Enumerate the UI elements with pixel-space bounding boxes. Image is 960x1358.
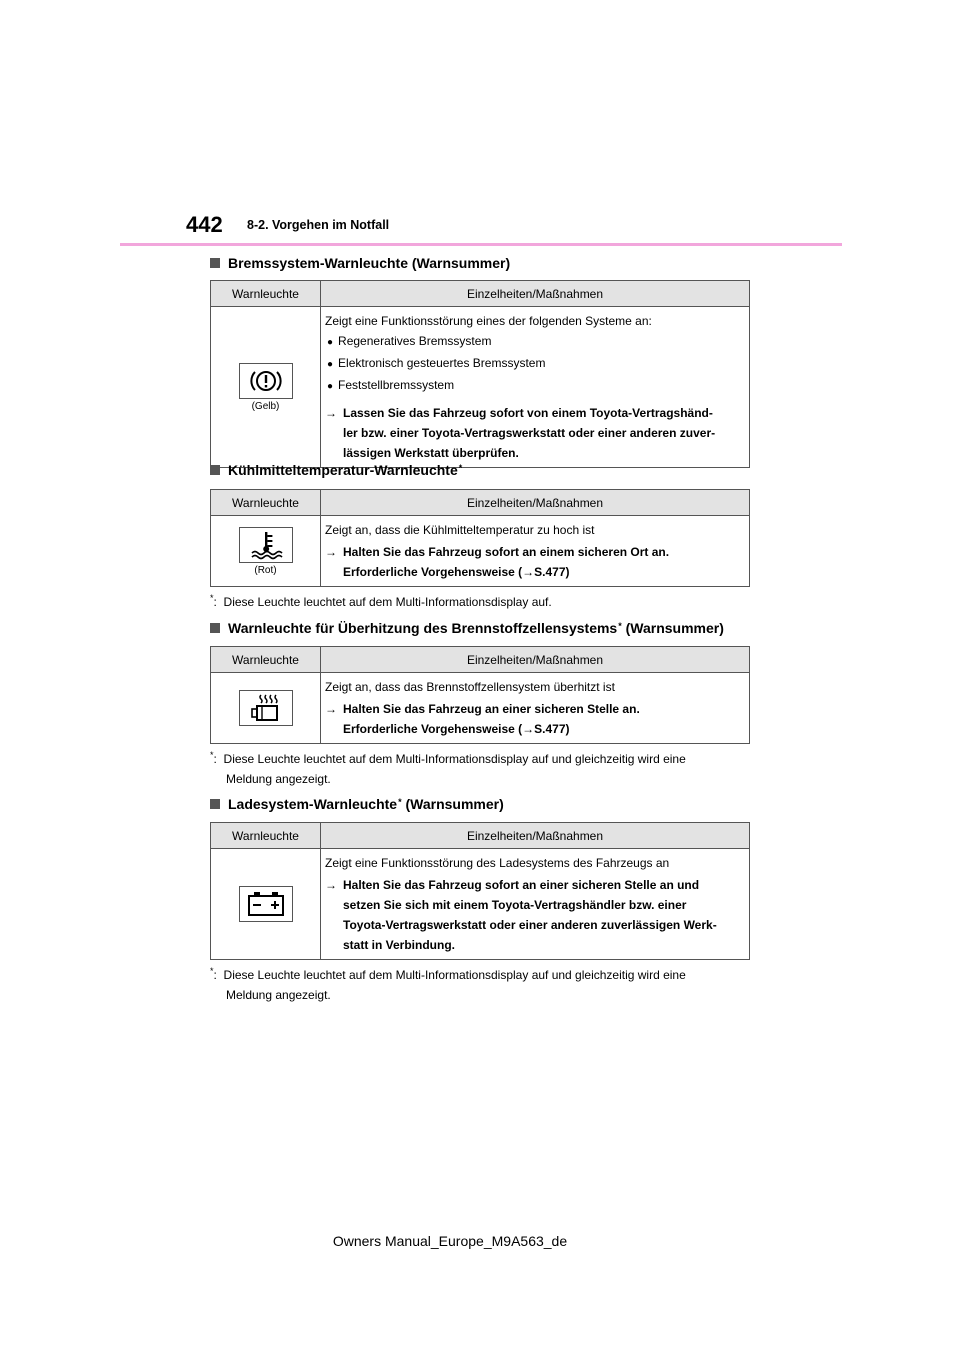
icon-cell (211, 849, 321, 960)
action-text: → Halten Sie das Fahrzeug an einer sicheren Stelle an. Erforderliche Vorgehensweise (→S.477) (325, 699, 743, 739)
arrow-icon: → (325, 545, 337, 559)
details-intro: Zeigt eine Funktionsstörung des Ladesystems des Fahrzeugs an (325, 856, 670, 870)
col-header-light: Warnleuchte (211, 647, 321, 673)
col-header-details: Einzelheiten/Maßnahmen (321, 647, 750, 673)
arrow-icon: → (325, 702, 337, 716)
col-header-details: Einzelheiten/Maßnahmen (321, 281, 750, 307)
icon-caption: (Rot) (254, 564, 277, 576)
footnote-marker: * (618, 621, 622, 631)
icon-cell (211, 516, 321, 587)
header-rule (120, 243, 842, 246)
col-header-details: Einzelheiten/Maßnahmen (321, 823, 750, 849)
battery-icon (239, 886, 293, 922)
action-text: → Halten Sie das Fahrzeug sofort an einem sicheren Ort an. Erforderliche Vorgehensweise (→S.477) (325, 542, 743, 582)
arrow-icon: → (325, 406, 337, 420)
bullet-item: ● Feststellbremssystem (325, 375, 743, 397)
footnote: *: Diese Leuchte leuchtet auf dem Multi-Informationsdisplay auf und gleichzeitig wird eine Meldung angezeigt. (210, 750, 686, 786)
details-cell (321, 516, 750, 587)
action-text: → Lassen Sie das Fahrzeug sofort von einem Toyota-Vertragshänd- ler bzw. einer Toyota-Vertragswerkstatt oder einer anderen zuver- lässigen Werkstatt überprüfen. (325, 403, 743, 463)
brake-warning-icon (239, 363, 293, 399)
chapter-title: 8-2. Vorgehen im Notfall (247, 218, 390, 232)
icon-caption: (Gelb) (251, 400, 280, 412)
section-heading-brake: Bremssystem-Warnleuchte (Warnsummer) (210, 255, 510, 271)
footnote: *: Diese Leuchte leuchtet auf dem Multi-Informationsdisplay auf. (210, 593, 552, 609)
details-intro: Zeigt an, dass die Kühlmitteltemperatur zu hoch ist (325, 523, 595, 537)
icon-cell (211, 307, 321, 468)
section-heading-fuel-cell: Warnleuchte für Überhitzung des Brennstoffzellensystems * (Warnsummer) (210, 620, 724, 636)
heading-bullet (210, 623, 220, 633)
page-number: 442 (186, 212, 223, 237)
bullet-item: ● Regeneratives Bremssystem (325, 331, 743, 353)
bullet-item: ● Elektronisch gesteuertes Bremssystem (325, 353, 743, 375)
fuel-cell-overheat-icon (239, 690, 293, 726)
heading-bullet (210, 465, 220, 475)
col-header-light: Warnleuchte (211, 281, 321, 307)
action-text: → Halten Sie das Fahrzeug sofort an einer sicheren Stelle an und setzen Sie sich mit einem Toyota-Vertragshändler bzw. einer Toyota-Vertragswerkstatt oder einer anderen zuverlässigen Werk- statt in Verbindung. (325, 875, 743, 955)
footnote-marker: * (398, 797, 402, 807)
footer-doc-id: Owners Manual_Europe_M9A563_de (332, 1233, 568, 1249)
details-intro: Zeigt eine Funktionsstörung eines der folgenden Systeme an: (325, 314, 652, 328)
details-cell (321, 307, 750, 468)
heading-bullet (210, 258, 220, 268)
charging-warning-table (210, 822, 750, 960)
heading-bullet (210, 799, 220, 809)
footnote-marker: * (458, 463, 463, 473)
coolant-temperature-icon (239, 527, 293, 563)
fuel-cell-warning-table (210, 646, 750, 744)
arrow-icon: → (325, 878, 337, 892)
section-heading-coolant: Kühlmitteltemperatur-Warnleuchte * (210, 462, 462, 478)
section-heading-charging: Ladesystem-Warnleuchte * (Warnsummer) (210, 796, 504, 812)
details-cell (321, 849, 750, 960)
details-intro: Zeigt an, dass das Brennstoffzellensystem überhitzt ist (325, 680, 615, 694)
brake-warning-table (210, 280, 750, 468)
coolant-warning-table (210, 489, 750, 587)
col-header-light: Warnleuchte (211, 490, 321, 516)
col-header-light: Warnleuchte (211, 823, 321, 849)
icon-cell (211, 673, 321, 744)
col-header-details: Einzelheiten/Maßnahmen (321, 490, 750, 516)
footnote: *: Diese Leuchte leuchtet auf dem Multi-Informationsdisplay auf und gleichzeitig wird eine Meldung angezeigt. (210, 966, 686, 1002)
details-cell (321, 673, 750, 744)
